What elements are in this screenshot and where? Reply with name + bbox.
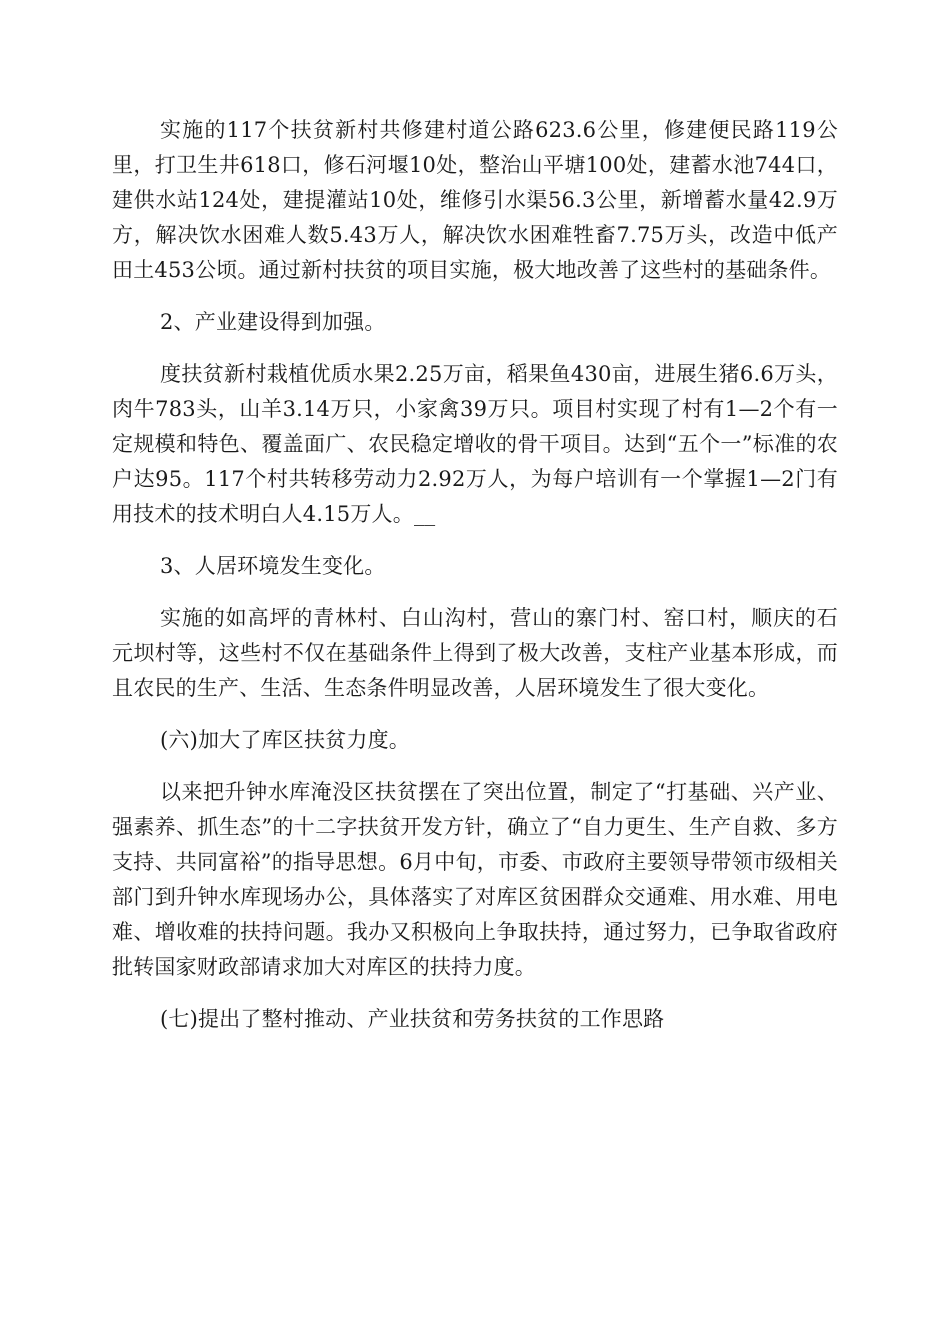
- paragraph-industry: 度扶贫新村栽植优质水果2.25万亩，稻果鱼430亩，进展生猪6.6万头，肉牛783头，山羊3.14万只，小家禽39万只。项目村实现了村有1—2个有一定规模和特色、覆盖面广、农民稳定增收的骨干项目。达到“五个一”标准的农户达95。117个村共转移劳动力2.92万人，为每户培训有一个掌握1—2门有用技术的技术明白人4.15万人。__: [112, 362, 838, 526]
- section-heading-reservoir: (六)加大了库区扶贫力度。: [160, 728, 410, 752]
- paragraph-reservoir: 以来把升钟水库淹没区扶贫摆在了突出位置，制定了“打基础、兴产业、强素养、抓生态”的十二字扶贫开发方针，确立了“自力更生、生产自救、多方支持、共同富裕”的指导思想。6月中旬，市委、市政府主要领导带领市级相关部门到升钟水库现场办公，具体落实了对库区贫困群众交通难、用水难、用电难、增收难的扶持问题。我办又积极向上争取扶持，通过努力，已争取省政府批转国家财政部请求加大对库区的扶持力度。: [112, 780, 838, 979]
- paragraph-environment: 实施的如高坪的青林村、白山沟村，营山的寨门村、窑口村，顺庆的石元坝村等，这些村不仅在基础条件上得到了极大改善，支柱产业基本形成，而且农民的生产、生活、生态条件明显改善，人居环境发生了很大变化。: [112, 606, 838, 700]
- section-heading-industry: 2、产业建设得到加强。: [160, 310, 386, 334]
- paragraph-infrastructure: 实施的117个扶贫新村共修建村道公路623.6公里，修建便民路119公里，打卫生井618口，修石河堰10处，整治山平塘100处，建蓄水池744口，建供水站124处，建提灌站10处，维修引水渠56.3公里，新增蓄水量42.9万方，解决饮水困难人数5.43万人，解决饮水困难牲畜7.75万头，改造中低产田土453公顷。通过新村扶贫的项目实施，极大地改善了这些村的基础条件。: [112, 118, 838, 282]
- section-heading-environment: 3、人居环境发生变化。: [160, 554, 386, 578]
- section-heading-strategy: (七)提出了整村推动、产业扶贫和劳务扶贫的工作思路: [160, 1007, 665, 1031]
